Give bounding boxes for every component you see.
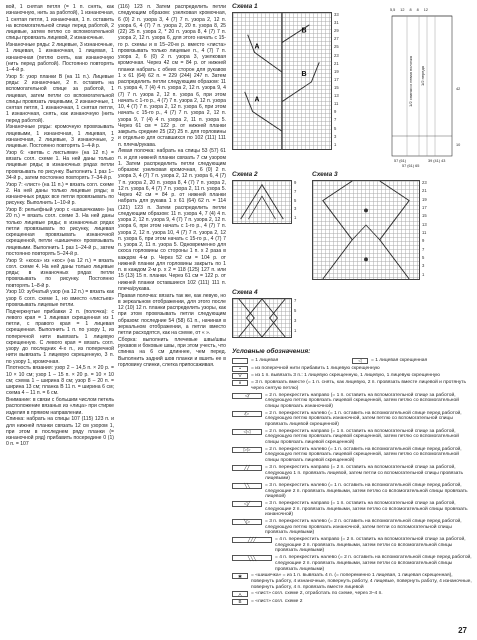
legend-text: = 3 п. перекрестить налево (= 1 п. оставить на вспомогательной спице перед работой, следующие 2 п. провязать лицевыми, затем петлю со вспомогательной спицы провязать лицевой): [265, 483, 468, 500]
legend-symbol-icon: A: [232, 591, 248, 597]
paragraph: вой, 1 снятая петля (= 1 п. снять, как изнаночную, нить за работой), 1 изнаночная, 1 снятая петля, 1 изнаночная, 1 п. оставить на вспомогательной спице перед работой, 2 лицевые, затем петлю со вспомогательной спицы провязать лицевой, 2 изнаночные.: [6, 4, 114, 42]
scheme-3-grid: [312, 180, 420, 280]
row-number: 33: [334, 12, 339, 17]
schematic-bottom-label: 57 (61) 65: [402, 164, 420, 168]
paragraph: Сборка: выполнить плечевые швы/швы рукавов и боковые швы, при этом учесть, что спинка на 6 см длиннее, чем перед. Выполнить задний шов планки и вшить ее в горловину спинки, слегка припосаживая.: [118, 336, 226, 368]
legend-text: = 2 п. перекрестить налево (= 1 п. оставить на вспомогательной спице перед работой, следующую петлю провязать изнаночной, затем петлю со вспомогательной спицы провязать лицевой скрещенной): [265, 410, 462, 427]
row-number: 17: [334, 76, 339, 82]
legend-symbol-icon: ╲╲╲: [232, 555, 272, 561]
row-number: 15: [422, 213, 427, 219]
row-number: 9: [334, 109, 337, 115]
row-number: 21: [334, 60, 339, 66]
paragraph: Правая полочка: вязать так же, как левую, но в зеркальном отображении, для этого после 12 (10) 12 п. планки распределить узоры, как при этом провязывать петли следующим образом: последние 54 (58) 61 п., начиная в зеркальном отображении, а петли вместо петли расходятся, как на схеме, от « ».: [118, 292, 226, 336]
legend-symbol-icon: •: [232, 366, 248, 372]
paragraph: Плотность вязания: узор 2 – 14,5 п. × 20 р. = 10 × 10 см; узор 1 – 15 п. × 20 р. = 10 × 10 см; схема 1 – ширина 8 см; узор 8 – 20 п. = ширина 13 см; планка В 11 п. = ширина 6 см; схема 4 – 11 п. = 6 см.: [6, 365, 114, 397]
legend-symbol-icon: [232, 358, 248, 364]
legend-symbol-icon: ╱╱╱: [232, 537, 272, 543]
legend-symbol-icon: ◁◁: [232, 429, 262, 435]
row-number: 11: [422, 229, 427, 235]
row-number: 23: [422, 180, 427, 185]
legend-symbol-icon: ▷▷: [232, 447, 262, 453]
legend-row: [232, 393, 472, 410]
row-number: 9: [422, 238, 425, 244]
legend-symbol-icon: ✱: [232, 573, 248, 579]
legend-row: [232, 380, 472, 391]
legend-text: = 4 п. перекрестить направо (= 2 п. оставить на вспомогательной спице за работой, следующие 2 п. провязать лицевыми, затем петли со вспомогательной спицы провязать лицевыми): [275, 537, 466, 554]
legend-symbol-icon: V: [232, 373, 248, 379]
legend-row: [232, 358, 472, 364]
page-number: 27: [458, 625, 467, 635]
garment-schematic: [372, 6, 472, 166]
legend-symbol-icon: ╲╲: [232, 483, 262, 489]
row-number: 1: [334, 141, 337, 147]
row-number: 7: [422, 246, 425, 252]
legend-row: [232, 573, 472, 590]
scheme-2-grid: [232, 180, 292, 224]
row-number: 29: [334, 28, 339, 34]
legend-text: = 4 п. перекрестить налево (= 2 п. оставить на вспомогательной спице перед работой, следующие 2 п. провязать лицевыми, затем петли со вспомогательной спицы провязать лицевыми): [275, 555, 472, 572]
row-number: 7: [294, 298, 297, 303]
legend-row: [232, 599, 472, 605]
measure-label: 12: [423, 8, 428, 12]
scheme-1-row-numbers: [334, 13, 339, 151]
schematic-left-label: 1/2 переда: [420, 66, 425, 86]
legend-text: = из поперечной нити прибавить 1 лицевую скрещенную: [251, 365, 380, 371]
paragraph: Изнаночные ряды: 2 лицевые, 3 изнаночные, 1 лицевая, 1 изнаночная, 1 лицевая, 1 изнаночная (петлю снять, как изнаночную (нить перед работой). Постоянно повторять 1–4-й р.: [6, 42, 114, 73]
paragraph: Узор 9: «коса» из «кос» (на 12 п.) = вязать согл. схеме 4. На ней даны только лицевые ряды; в изнаночных рядах петли провязывать по рисунку. Постоянно повторять 1–8-й р.: [6, 257, 114, 289]
scheme-4-title: Схема 4: [232, 289, 258, 296]
row-number: 27: [334, 36, 339, 42]
row-number: 11: [334, 101, 339, 107]
row-number: 19: [334, 68, 339, 74]
legend-row: [232, 465, 472, 482]
row-number: 3: [422, 263, 425, 269]
scheme-4-row-numbers: [294, 299, 296, 339]
legend-row: [232, 501, 472, 518]
schematic-side-label: 1/2 спинки и левая полочка: [408, 56, 413, 107]
row-number: 1: [422, 271, 425, 277]
row-number: 7: [334, 117, 337, 123]
row-number: 25: [334, 44, 339, 50]
scheme-2-title: Схема 2: [232, 171, 258, 178]
paragraph: Изнаночные ряды: кромочную провязывать лицевыми, 1 изнаночная, 1 лицевая, 1 изнаночная, 2 лицевые, 3 изнаночные, 2 лицевые. Постоянно повторять 1–4-й р.: [6, 124, 114, 149]
legend-symbol-icon: ◁⁄: [232, 393, 262, 399]
legend-text: = «шишечка» = из 1 п. вывязать 4 п. (= попеременно 1 лицевая, 1 лицевая скрещенная), повернуть работу, 4 изнаночные, повернуть работу, 4 лицевые, повернуть работу, 4 изнаночные, повернуть работу, 4 п. провязать вместе лицевой: [251, 573, 472, 590]
scheme-4-grid: [232, 298, 292, 338]
scheme-3-row-numbers: [422, 181, 427, 281]
row-number: 15: [334, 84, 339, 90]
svg-text:B: B: [301, 27, 307, 35]
paragraph: (116) 123 п. Затем распределить петли следующим образом: узелковая кромочная, 6 (0) 2 п. узора 3, 4 (7) 7 п. узора 2, 12 п. узора 6, 4 (7) 7 п. узора 2, 20 п. узора 8, 25 (22) 25 п. узора 2, * 20 п. узора 8, 4 (7) 7 п. узора 2, 12 п. узора 6, для этого начать с 15-го р. схемы и в 15–20-м р. вместо «листа» провязывать только лицевые п., 4 (7) 7 п. узора 2, 6 (0) 2 п. узора 3, узелковая кромочная. Через 42 см = 84 р. от нижней планки набрать с обеих сторон для рукавов 1 х 61 (64) 62 п. = 229 (244) 247 п. Затем распределить петли следующим образом: 11 п. узора 4, 7 (4) 4 п. узора 2, 12 п. узора 9, 4 (7) 7 п. узора 2, 12 п. узора 6, при этом начать с 1-го р., 4 (7) 7 п. узора 2, 12 п. узора 10, 4 (7) 7 п. узора 2, 12 п. узора 6, при этом начать с 15-го р., 4 (7) 7 п. узора 2, 12 п. узора 9, 7 (4) 4 п. узора 2, 11 п. узора 5. Через 61 см = 122 р. от нижней планки закрыть средние 25 (22) 25 п. для горловины и отдельно для оставшихся по 102 (111) 111 п. плеча/рукава.: [118, 4, 226, 148]
paragraph: Узор 6: «ветвь с листьями» (на 12 п.) = вязать согл. схеме 1. На ней даны только лицевые ряды; в изнаночных рядах петли провязывать по рисунку. Выполнить 1 раз 1–34-й р., затем постоянно повторять 7–34-й р.: [6, 149, 114, 181]
legend-row: [232, 483, 472, 500]
legend-text: = 1 лицевая: [251, 358, 279, 364]
measure-label: 8: [409, 8, 412, 12]
row-number: 1: [294, 215, 297, 221]
legend-symbol-icon: ◁: [352, 358, 368, 364]
legend-text: = 3 п. провязать вместе (= 1 п. снять, как лицевую, 2 п. провязать вместе лицевой и протянуть через снятую петлю): [251, 380, 467, 391]
legend-text: = «лист» согл. схеме 2, отработать по схеме, через 3–4 п.: [251, 591, 383, 597]
row-number: 5: [422, 254, 425, 260]
text-column-2: [118, 4, 226, 369]
legend-text: = «лист» согл. схеме 2: [251, 598, 303, 604]
row-number: 3: [294, 318, 297, 323]
legend-symbol-icon: ╱╱: [232, 465, 262, 471]
measure-label: 12: [400, 8, 405, 12]
svg-text:A: A: [254, 96, 260, 104]
measure-label: 8: [416, 8, 419, 12]
text-column-1: [6, 4, 114, 448]
schematic-measure-d: 10: [456, 143, 461, 147]
legend-row: [232, 373, 472, 379]
legend-symbol-icon: ╲▷: [232, 519, 262, 525]
legend-symbol-icon: ∧: [232, 380, 248, 386]
row-number: 5: [294, 308, 297, 313]
legend-rows: [232, 358, 472, 605]
legend-row: [232, 411, 472, 428]
row-number: 5: [294, 197, 297, 203]
row-number: 31: [334, 20, 339, 26]
legend-row: [232, 519, 472, 536]
svg-text:B: B: [301, 71, 307, 79]
legend-title: Условные обозначения:: [232, 348, 311, 355]
legend-text: = 2 п. перекрестить направо (= 1 п. оставить на вспомогательной спице за работой, следующую петлю провязать лицевой скрещенной, затем петлю со вспомогательной спицы провязать лицевой скрещенной): [265, 428, 459, 445]
legend-text: = из 1 п. вывязать 3 п.: 1 лицевую скрещенную, 1 лицевую, 1 лицевую скрещенную: [251, 372, 440, 378]
row-number: 13: [334, 93, 339, 99]
legend-text: = 3 п. перекрестить направо (= 1 п. оставить на вспомогательной спице за работой, следующие 2 п. провязать лицевыми, затем петлю со вспомогательной спицы провязать изнаночной): [265, 501, 468, 518]
legend-row: [232, 537, 472, 554]
legend-symbol-icon: ⁄▷: [232, 411, 262, 417]
row-number: 7: [294, 188, 297, 194]
legend-text: = 3 п. перекрестить налево (= 2 п. оставить на вспомогательной спице перед работой, следующую петлю провязать изнаночной, затем петли со вспомогательной спицы провязать лицевыми): [265, 519, 462, 536]
paragraph: Левая полочка: набрать на спицы 53 (57) 61 п. и для нижней планки связать 7 см узором 1. Затем распределить петли следующим образом: узелковая кромочная, 6 (0) 2 п. узора 3, 4 (7) 7 п. узора 2, 12 п. узора 6, 4 (7) 7 п. узора 2, 20 п. узора 8, 4 (7) 7 п. узора 2, 12 п. узора 6, 4 (7) 7 п. узора 2, 11 п. узора 5. Через 42 см = 84 р. от нижней планки набрать для рукава 1 х 61 (64) 62 п. = 114 (121) 123 п. Затем распределить петли следующим образом: 11 п. узора 4, 7 (4) 4 п. узора 2, 12 п. узора 9, 4 (7) 7 п. узора 2, 12 п. узора 6, при этом начать с 1-го р., 4 (7) 7 п. узора 2, 12 п. узора 10, 4 (7) 7 п. узора 2, 12 п. узора 6, при этом начать с 15-го р., 4 (7) 7 п. узора 2, 11 п. узора 5. Одновременно для скоса горловины со стороны 1 п. х 2 раза в каждом 4-м р. Через 52 см = 104 р. от нижней планки для горловины закрыть по 1 п. в каждом 2-м р. х 2 = 118 (125) 127 п. или 15 (13) 15 п. планки. Через 61 см = 122 р. от нижней планки оставшиеся 102 (111) 111 п. плеча/рукава.: [118, 148, 226, 292]
row-number: 17: [422, 204, 427, 210]
legend-row: [232, 447, 472, 464]
legend-row: [232, 429, 472, 446]
paragraph: Узор 8: рельефный узор с «шишечками» (на 20 п.) = вязать согл. схеме 3. На ней даны только лицевые ряды; в изнаночных рядах петли провязывать по рисунку, лицевая скрещенная провязывать изнаночной скрещенной, петли «шишечек» провязывать лицевыми. Выполнить 1 раз 1–24-й р., затем постоянно повторять 5–24-й р.: [6, 207, 114, 257]
paragraph: Подчеркнутые прибавки 2 п. (полочка): с левого края = 1 лицевая скрещенная из 1 петли, с правого края = 1 лицевая скрещенная. Выполнить 1 п. по узору 1, из поперечной нити вывязать 1 лицевую скрещенную. С левого края = вязать согл. узору до последних 4-х п., из поперечной нити вывязать 1 лицевую скрещенную, 3 п. по узору 1, кромочная.: [6, 308, 114, 365]
paragraph: Внимание: в связи с большим числом петель расположение вязаных из «лица» при стирке изделия в прямом направлении.: [6, 397, 114, 416]
svg-text:A: A: [254, 43, 260, 51]
row-number: 1: [294, 328, 297, 333]
legend-row: [232, 366, 472, 372]
row-number: 21: [422, 188, 427, 194]
scheme-2-row-numbers: [294, 181, 296, 225]
schematic-measure-b: 39 (41) 43: [428, 159, 446, 163]
legend-text: = 3 п. перекрестить направо (= 2 п. оставить на вспомогательной спице за работой, следующую 1 п. провязать лицевой, затем петли со вспомогательной спицы провязать лицевыми): [265, 464, 464, 482]
legend-text: = 2 п. перекрестить направо (= 1 п. оставить на вспомогательной спице за работой, следующую петлю провязать лицевой скрещенной, затем петлю со вспомогательной спицы провязать изнаночной): [265, 392, 459, 409]
scheme-3-title: Схема 3: [312, 171, 338, 178]
scheme-4-drawing: [233, 299, 291, 337]
measure-label: 5,5: [390, 8, 396, 12]
schematic-measure-a: 57 (61): [394, 159, 407, 163]
paragraph: Узор 7: «лист» (на 11 п.) = вязать согл. схеме 2. На ней даны только лицевые ряды; в изнаночных рядах все петли провязывать по рисунку. Выполнить 1–10-й р.: [6, 181, 114, 207]
row-number: 23: [334, 52, 339, 58]
legend-row: [232, 591, 472, 597]
scheme-2-drawing: [233, 181, 291, 223]
paragraph: Узор 10: зубчатый узор (на 12 п.) = вязать как узор 6 согл. схеме 1, но вместо «листьев» провязывать лицевые петли.: [6, 289, 114, 308]
row-number: 3: [294, 206, 297, 212]
scheme-1-drawing: [233, 13, 331, 149]
legend-text: = 1 лицевая скрещенная: [371, 358, 428, 364]
paragraph: Узор 5: узор планки В (на 11 п.). Лицевые ряды: 2 изнаночные, 2 п. оставить на вспомогательной спице за работой, 1 лицевая, затем петли со вспомогательной спицы провязать лицевыми, 2 изнаночные, 1 снятая петля, 1 изнаночная, 1 снятая петля, 1 изнаночная, снять, как изнаночную (нить перед работой).: [6, 73, 114, 124]
paragraph: Спинка: набрать на спицы 107 (115) 123 п. и для нижней планки связать 12 см узором 1, при этом в последнем ряду планки (= изнаночной ряд) прибавить посередине 0 (1) 0 п. = 107: [6, 416, 114, 448]
scheme-1-title: Схема 1: [232, 3, 258, 10]
legend-text: = 2 п. перекрестить налево (= 1 п. оставить на вспомогательной спице перед работой, следующую петлю провязать лицевой скрещенной, затем петлю со вспомогательной спицы провязать лицевой скрещенной): [265, 446, 462, 464]
legend-row: [232, 555, 472, 572]
schematic-measure-c: 42: [456, 87, 461, 91]
legend-symbol-icon: B: [232, 599, 248, 605]
row-number: 3: [334, 133, 337, 139]
row-number: 19: [422, 196, 427, 202]
scheme-3-drawing: [313, 181, 419, 279]
legend: [232, 349, 472, 606]
row-number: 5: [334, 125, 337, 131]
schematic-top-numbers: [390, 7, 428, 13]
scheme-1-grid: [232, 12, 332, 150]
row-number: 13: [422, 221, 427, 227]
row-number: 9: [294, 180, 297, 185]
legend-symbol-icon: ◁╱: [232, 501, 262, 507]
